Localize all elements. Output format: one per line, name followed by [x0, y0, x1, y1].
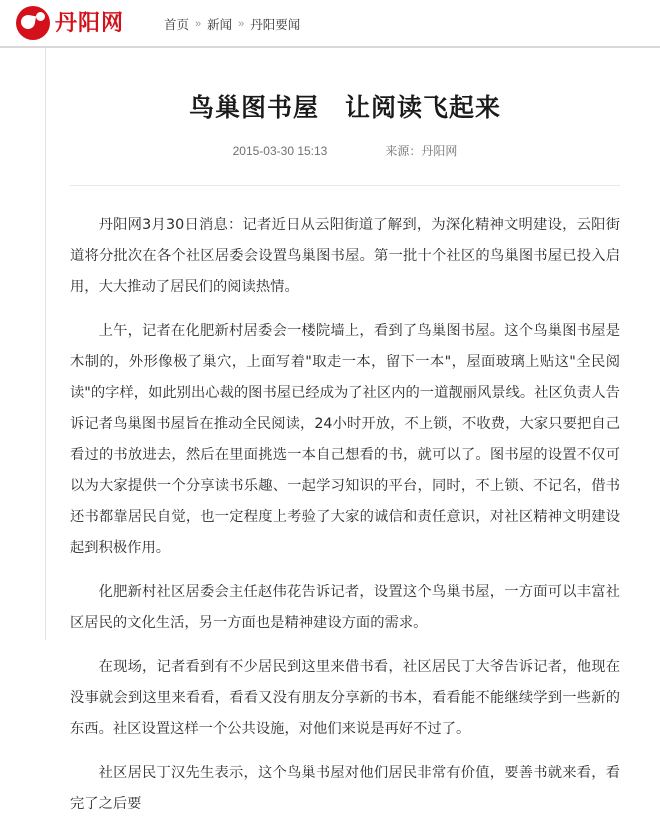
article-container [46, 48, 660, 812]
breadcrumb [164, 13, 300, 33]
breadcrumb-separator-icon: » [238, 18, 245, 30]
breadcrumb-separator-icon: » [195, 18, 202, 30]
breadcrumb-item-danyang-headlines[interactable]: 丹阳要闻 [250, 18, 301, 32]
article-date: 2015-03-30 15:13 [232, 143, 328, 158]
site-logo-text: 丹阳网 [55, 10, 125, 35]
site-logo[interactable] [16, 6, 124, 40]
article-paragraph: 上午，记者在化肥新村居委会一楼院墙上，看到了鸟巢图书屋。这个鸟巢图书屋是木制的，外形像极了巢穴，上面写着"取走一本，留下一本"，屋面玻璃上贴这"全民阅读"的字样，如此别出心裁的图书屋已经成为了社区内的一道靓丽风景线。社区负责人告诉记者鸟巢图书屋旨在推动全民阅读，24小时开放，不上锁，不收费，大家只要把自己看过的书放进去，然后在里面挑选一本自己想看的书，就可以了。图书屋的设置不仅可以为大家提供一个分享读书乐趣、一起学习知识的平台，同时，不上锁、不记名，借书还书都靠居民自觉，也一定程度上考验了大家的诚信和责任意识，对社区精神文明建设起到积极作用。 [70, 323, 620, 556]
page-title: 鸟巢图书屋 让阅读飞起来 [188, 93, 501, 122]
article-paragraph: 丹阳网3月30日消息：记者近日从云阳街道了解到，为深化精神文明建设，云阳街道将分批次在各个社区居委会设置鸟巢图书屋。第一批十个社区的鸟巢图书屋已投入启用，大大推动了居民们的阅读热情。 [70, 217, 620, 295]
article-meta [70, 142, 620, 159]
content-wrapper [0, 48, 660, 812]
article-paragraph: 化肥新村社区居委会主任赵伟花告诉记者，设置这个鸟巢书屋，一方面可以丰富社区居民的文化生活，另一方面也是精神建设方面的需求。 [70, 584, 620, 631]
red-circle-bird-logo-icon [16, 6, 50, 40]
article-source: 来源：丹阳网 [385, 144, 458, 158]
meta-divider [70, 185, 620, 186]
article-body [70, 210, 620, 820]
site-header [0, 0, 660, 48]
left-rail [0, 48, 46, 640]
article-paragraph: 在现场，记者看到有不少居民到这里来借书看，社区居民丁大爷告诉记者，他现在没事就会到这里来看看，看看又没有朋友分享新的书本，看看能不能继续学到一些新的东西。社区设置这样一个公共设施，对他们来说是再好不过了。 [70, 659, 620, 737]
breadcrumb-item-home[interactable]: 首页 [164, 18, 190, 32]
breadcrumb-item-news[interactable]: 新闻 [207, 18, 233, 32]
article-paragraph: 社区居民丁汉先生表示，这个鸟巢书屋对他们居民非常有价值，要善书就来看，看完了之后要 [70, 765, 620, 812]
